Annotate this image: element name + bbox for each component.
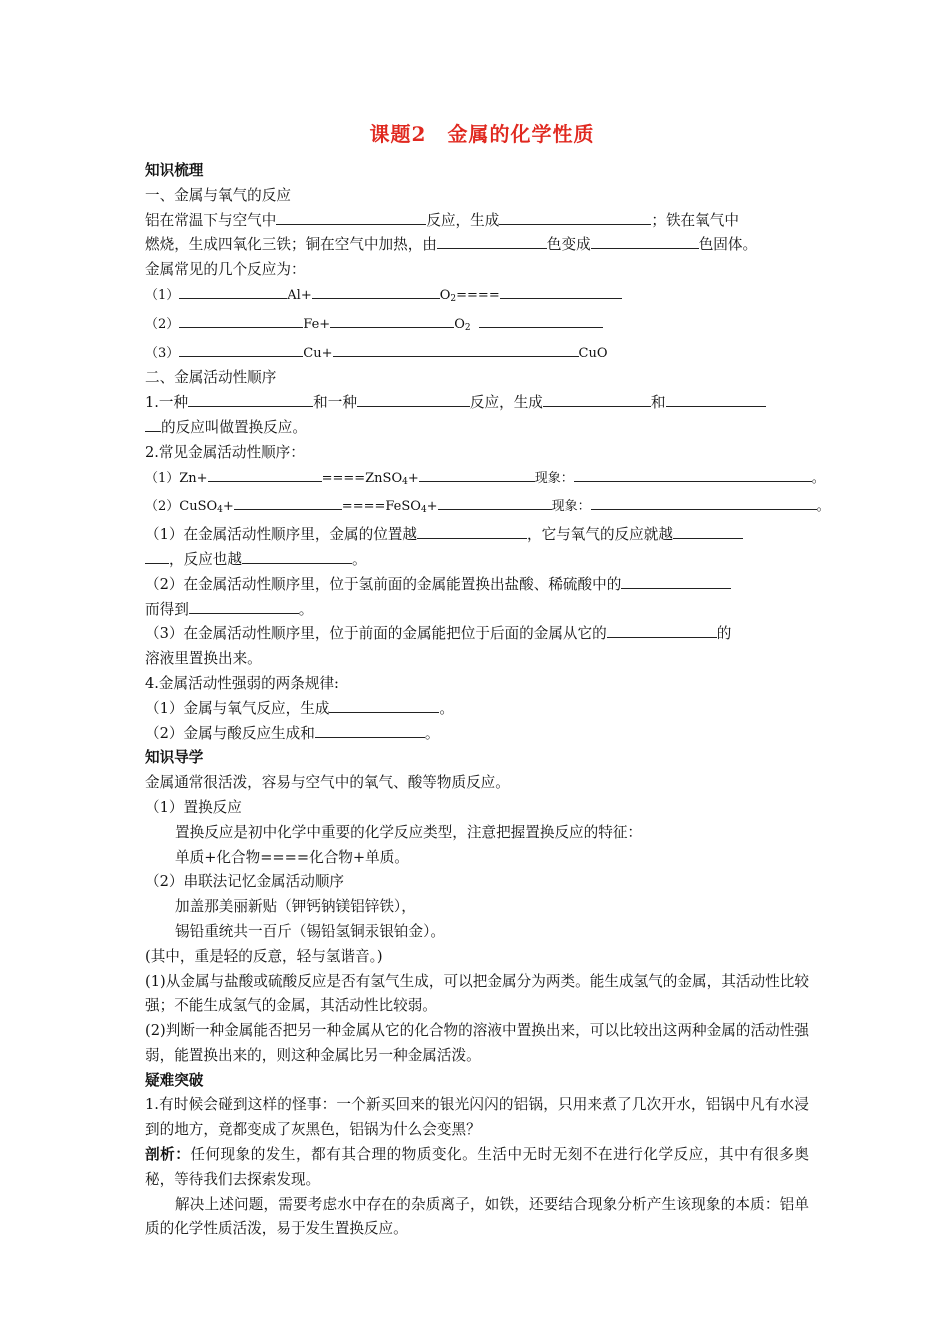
page-title: 课题2 金属的化学性质: [369, 122, 595, 146]
analysis-label: 剖析：: [145, 1146, 191, 1164]
fill-blank[interactable]: [188, 391, 313, 407]
fill-blank[interactable]: [179, 312, 303, 328]
reaction-line: （1） $Al+ O_2====$: [145, 283, 809, 312]
question-paragraph: 1.有时候会碰到这样的怪事：一个新买回来的银光闪闪的铝锅，只用来煮了几次开水，铝锅中凡有水浸到的地方，竟都变成了灰黑色，铝锅为什么会变黑？: [145, 1096, 809, 1139]
fill-blank[interactable]: [179, 283, 287, 299]
fill-blank[interactable]: [145, 416, 161, 432]
fill-blank[interactable]: [179, 341, 303, 357]
document-page: [145, 118, 830, 1242]
paragraph-line: 溶液里置换出来。: [145, 650, 262, 668]
paragraph-line: 4.金属活动性强弱的两条规律:: [145, 674, 339, 692]
paragraph: (2)判断一种金属能否把另一种金属从它的化合物的溶液中置换出来，可以比较出这两种金属的活动性强弱，能置换出来的，则这种金属比另一种金属活泼。: [145, 1022, 809, 1064]
subheading-metal-oxygen: 一、金属与氧气的反应: [145, 186, 291, 204]
fill-blank[interactable]: [543, 391, 651, 407]
subheading-mnemonic: （2）串联法记忆金属活动顺序: [145, 873, 345, 891]
fill-blank[interactable]: [276, 209, 426, 225]
paragraph-line: 金属通常很活泼，容易与空气中的氧气、酸等物质反应。: [145, 774, 510, 792]
paragraph-line: ，反应也越 。: [145, 548, 809, 573]
fill-blank[interactable]: [208, 466, 322, 482]
paragraph-line: （2）在金属活动性顺序里，位于氢前面的金属能置换出盐酸、稀硫酸中的: [145, 573, 809, 598]
analysis-paragraph: 剖析：任何现象的发生，都有其合理的物质变化。生活中无时无刻不在进行化学反应，其中有很多奥秘，等待我们去探索发现。: [145, 1146, 809, 1188]
paragraph-line: 铝在常温下与空气中 反应，生成 ；铁在氧气中: [145, 209, 809, 234]
reaction-line: （3） Cu+ CuO: [145, 341, 809, 367]
fill-blank[interactable]: [621, 573, 731, 589]
section-heading-knowledge-review: 知识梳理: [145, 162, 204, 179]
fill-blank[interactable]: [673, 523, 743, 539]
subheading-replacement: （1）置换反应: [145, 798, 242, 816]
equation-line: （2）CuSO$_4$+ ====FeSO$_4$+ 现象： 。: [145, 494, 809, 523]
fill-blank[interactable]: [329, 697, 439, 713]
fill-blank[interactable]: [500, 283, 622, 299]
fill-blank[interactable]: [591, 494, 817, 510]
fill-blank[interactable]: [189, 598, 299, 614]
fill-blank[interactable]: [315, 722, 425, 738]
paragraph-line: 金属常见的几个反应为：: [145, 261, 306, 279]
fill-blank[interactable]: [330, 312, 454, 328]
fill-blank[interactable]: [419, 466, 535, 482]
paragraph-line: 加盖那美丽新贴（钾钙钠镁铝锌铁），: [175, 898, 416, 916]
equation-line: （1）Zn+ ====ZnSO$_4$+ 现象： 。: [145, 466, 809, 495]
paragraph-line: 置换反应是初中化学中重要的化学反应类型，注意把握置换反应的特征：: [175, 823, 643, 841]
fill-blank[interactable]: [333, 341, 579, 357]
fill-blank[interactable]: [145, 548, 169, 564]
analysis-paragraph: 解决上述问题，需要考虑水中存在的杂质离子，如铁，还要结合现象分析产生该现象的本质：铝单质的化学性质活泼，易于发生置换反应。: [145, 1195, 809, 1238]
fill-blank[interactable]: [312, 283, 440, 299]
section-heading-difficulties: 疑难突破: [145, 1071, 204, 1089]
fill-blank[interactable]: [437, 233, 547, 249]
section-heading-knowledge-guide: 知识导学: [145, 749, 204, 767]
fill-blank[interactable]: [479, 312, 603, 328]
fill-blank[interactable]: [591, 233, 699, 249]
fill-blank[interactable]: [574, 466, 812, 482]
paragraph-line: 2.常见金属活动性顺序：: [145, 443, 305, 461]
paragraph-line: 的反应叫做置换反应。: [145, 416, 809, 441]
paragraph-line: （1）金属与氧气反应，生成 。: [145, 697, 809, 722]
fill-blank[interactable]: [607, 622, 717, 638]
reaction-line: （2） $Fe+ O_2$: [145, 312, 809, 341]
fill-blank[interactable]: [357, 391, 470, 407]
paragraph-line: （1）在金属活动性顺序里，金属的位置越 ，它与氧气的反应就越: [145, 523, 809, 548]
fill-blank[interactable]: [666, 391, 766, 407]
paragraph: (1)从金属与盐酸或硫酸反应是否有氢气生成，可以把金属分为两类。能生成氢气的金属，其活动性比较强；不能生成氢气的金属，其活动性比较弱。: [145, 972, 809, 1015]
paragraph-line: 而得到 。: [145, 598, 809, 623]
paragraph-line: （2）金属与酸反应生成和 。: [145, 722, 809, 747]
fill-blank[interactable]: [242, 548, 352, 564]
fill-blank[interactable]: [438, 494, 552, 510]
paragraph-line: 锡铅重统共一百斤（锡铅氢铜汞银铂金）。: [175, 922, 445, 940]
fill-blank[interactable]: [417, 523, 527, 539]
paragraph-line: 1.一种 和一种 反应，生成 和: [145, 391, 809, 416]
fill-blank[interactable]: [499, 209, 651, 225]
paragraph-line: 单质+化合物====化合物+单质。: [175, 848, 409, 866]
paragraph-line: 燃烧，生成四氧化三铁；铜在空气中加热，由 色变成 色固体。: [145, 233, 809, 258]
fill-blank[interactable]: [234, 494, 342, 510]
paragraph-line: （3）在金属活动性顺序里，位于前面的金属能把位于后面的金属从它的 的: [145, 622, 809, 647]
paragraph-line: (其中，重是轻的反意，轻与氢谐音。): [145, 947, 383, 965]
subheading-activity-series: 二、金属活动性顺序: [145, 369, 277, 387]
